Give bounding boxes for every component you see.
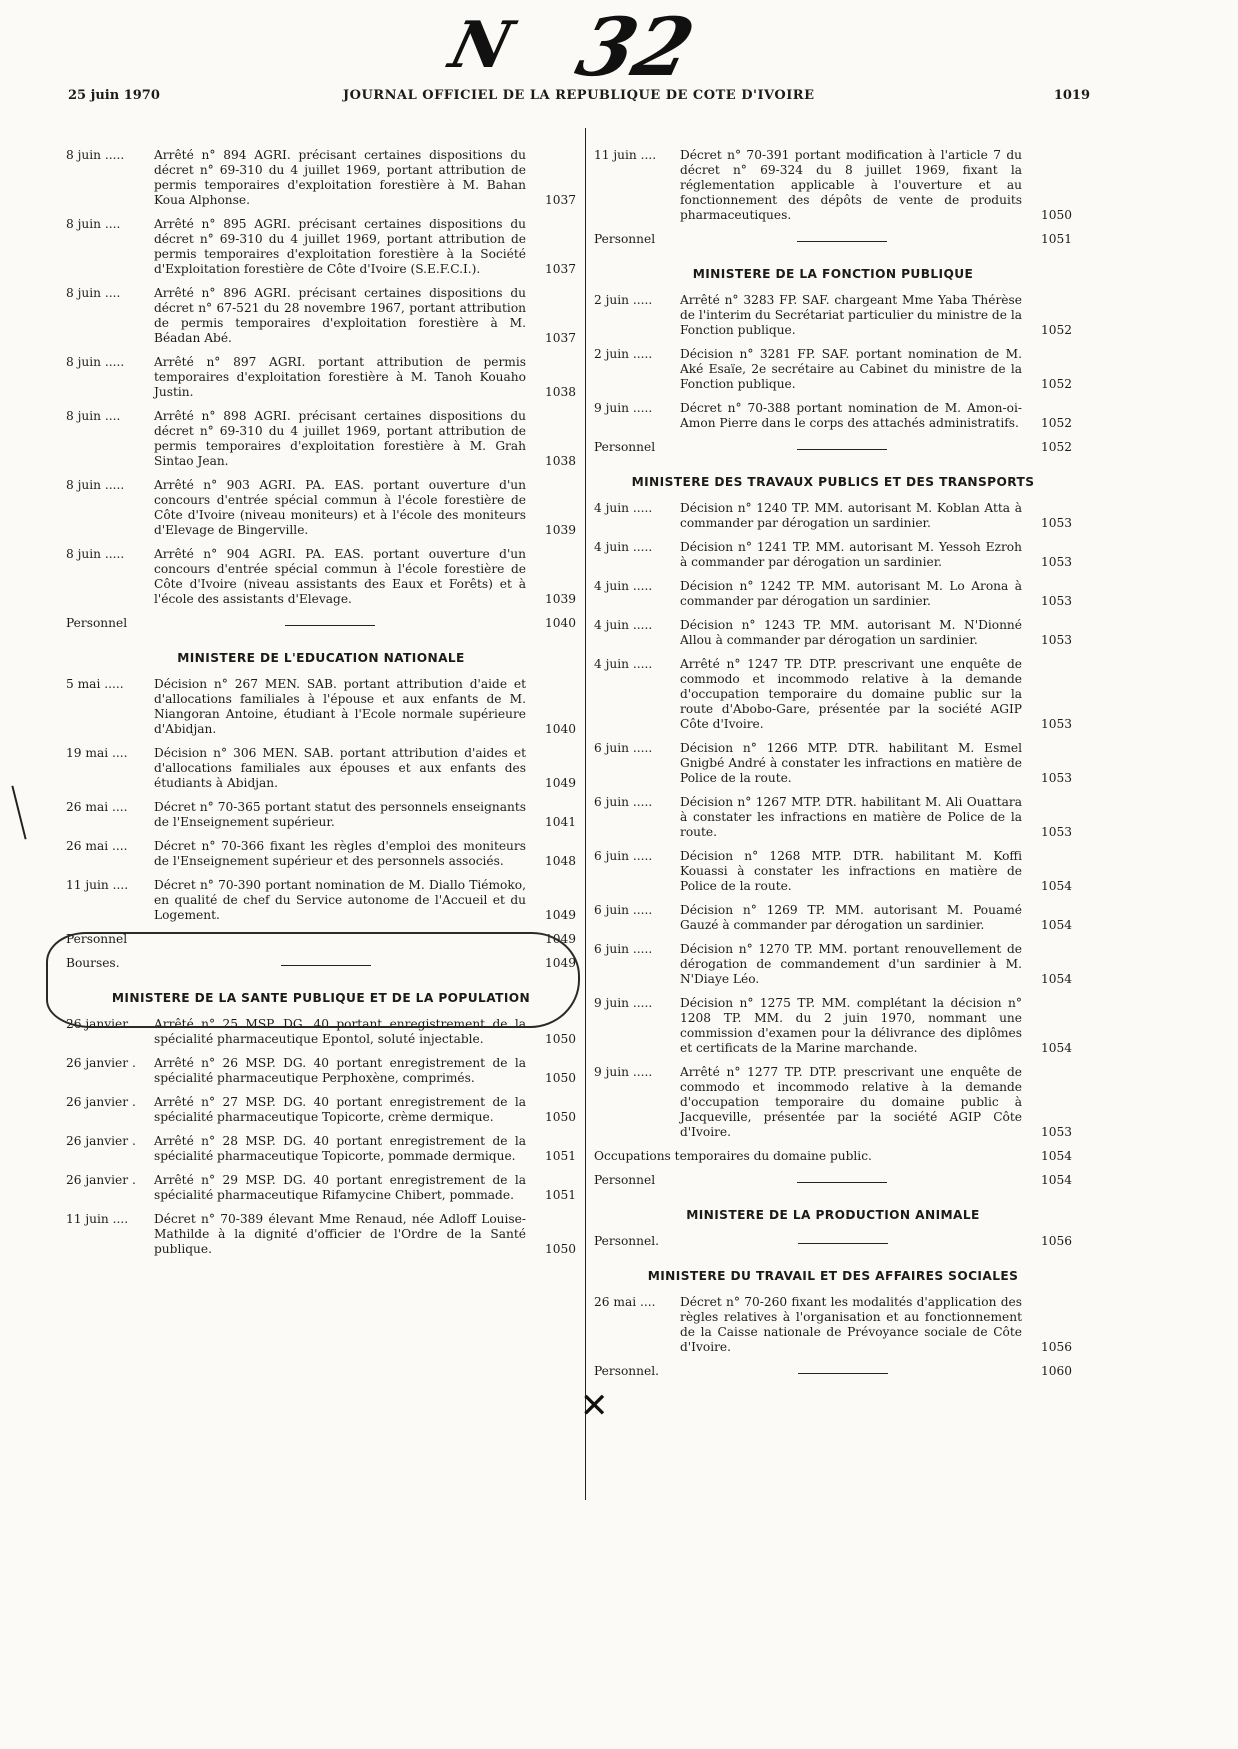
page-ref: 1049 [544, 932, 576, 946]
entry-date: 26 mai .... [66, 800, 128, 814]
index-entry [66, 286, 576, 346]
entry-text: Décision n° 1275 TP. MM. complétant la décision n° 1208 TP. MM. du 2 juin 1970, nommant une commission d'examen pour la délivrance des diplômes et certificats de la Marine marchande. [680, 996, 1022, 1055]
index-entry [594, 540, 1072, 570]
entry-page-ref: 1040 [544, 722, 576, 736]
section-rule [797, 1182, 887, 1183]
section-rule [797, 449, 887, 450]
index-entry [66, 148, 576, 208]
pen-cross-annotation: ✕ [580, 1386, 609, 1426]
handwritten-issue-number: 32 [568, 0, 704, 94]
index-entry [66, 1212, 576, 1257]
entry-list [66, 1017, 576, 1257]
entry-text: Arrêté n° 895 AGRI. précisant certaines dispositions du décret n° 69-310 du 4 juillet 1969, portant attribution de permis temporaires d'exploitation forestière à la Société d'Exploitation forestière de Côte d'Ivoire (S.E.F.C.I.). [154, 217, 526, 276]
entry-list [66, 148, 576, 607]
entry-text: Décret n° 70-390 portant nomination de M. Diallo Tiémoko, en qualité de chef du Service autonome de l'Accueil et du Logement. [154, 878, 526, 922]
entry-text: Décision n° 1240 TP. MM. autorisant M. Koblan Atta à commander par dérogation un sardinier. [680, 501, 1022, 530]
entry-page-ref: 1054 [1040, 879, 1072, 893]
entry-date: 6 juin ..... [594, 741, 653, 755]
section-rule [798, 1373, 888, 1374]
entry-text: Décision n° 1268 MTP. DTR. habilitant M. Koffi Kouassi à constater les infractions en matière de Police de la route. [680, 849, 1022, 893]
entry-page-ref: 1053 [1040, 717, 1072, 731]
entry-text: Décret n° 70-260 fixant les modalités d'application des règles relatives à l'organisation et au fonctionnement de la Caisse nationale de Prévoyance sociale de Côte d'Ivoire. [680, 1295, 1022, 1354]
entry-date: 4 juin ..... [594, 540, 653, 554]
page-ref: 1040 [544, 616, 576, 630]
page-ref: 1056 [1040, 1234, 1072, 1248]
entry-text: Décision n° 1241 TP. MM. autorisant M. Yessoh Ezroh à commander par dérogation un sardinier. [680, 540, 1022, 569]
page-ref: 1052 [1040, 440, 1072, 454]
entry-date: 4 juin ..... [594, 501, 653, 515]
left-column [66, 148, 576, 1266]
entry-text: Arrêté n° 27 MSP. DG. 40 portant enregistrement de la spécialité pharmaceutique Topicorte, crème dermique. [154, 1095, 526, 1124]
entry-page-ref: 1053 [1040, 594, 1072, 608]
entry-date: 19 mai .... [66, 746, 128, 760]
section-heading-travail: MINISTERE DU TRAVAIL ET DES AFFAIRES SOCIALES [647, 1269, 1019, 1283]
column-divider [585, 128, 586, 1500]
index-entry [594, 1065, 1072, 1140]
entry-text: Décret n° 70-391 portant modification à l'article 7 du décret n° 69-324 du 8 juillet 1969, fixant la réglementation applicable à l'ouverture et au fonctionnement des dépôts de vente de produits pharmaceutiques. [680, 148, 1022, 222]
entry-text: Arrêté n° 903 AGRI. PA. EAS. portant ouverture d'un concours d'entrée spécial commun à l'école forestière de Côte d'Ivoire (niveau moniteurs) et à l'école des moniteurs d'Elevage de Bingerville. [154, 478, 526, 537]
page-ref: 1060 [1040, 1364, 1072, 1378]
personnel-line [66, 616, 576, 631]
index-entry [594, 579, 1072, 609]
entry-date: 2 juin ..... [594, 293, 653, 307]
index-entry [594, 795, 1072, 840]
index-entry [594, 148, 1072, 223]
entry-page-ref: 1056 [1040, 1340, 1072, 1354]
entry-date: 8 juin .... [66, 286, 121, 300]
entry-date: 9 juin ..... [594, 401, 653, 415]
page-ref: 1054 [1040, 1149, 1072, 1163]
personnel-label: Personnel [66, 932, 128, 946]
personnel-label: Personnel. [594, 1364, 659, 1378]
entry-page-ref: 1037 [544, 262, 576, 276]
pen-circle-annotation [46, 932, 580, 1028]
pen-margin-stroke [11, 786, 26, 840]
index-entry [594, 618, 1072, 648]
index-entry [66, 547, 576, 607]
entry-page-ref: 1053 [1040, 633, 1072, 647]
entry-date: 4 juin ..... [594, 618, 653, 632]
index-entry [66, 1056, 576, 1086]
entry-text: Arrêté n° 1277 TP. DTP. prescrivant une enquête de commodo et incommodo relative à la demande d'occupation temporaire du domaine public à Jacqueville, présentée par la société AGIP Côte d'Ivoire. [680, 1065, 1022, 1139]
entry-date: 8 juin .... [66, 217, 121, 231]
occupations-label: Occupations temporaires du domaine public. [594, 1149, 872, 1163]
handwritten-n: N [442, 8, 520, 83]
entry-page-ref: 1050 [544, 1110, 576, 1124]
entry-date: 8 juin ..... [66, 478, 125, 492]
index-entry [66, 839, 576, 869]
entry-page-ref: 1053 [1040, 771, 1072, 785]
entry-page-ref: 1051 [544, 1149, 576, 1163]
entry-page-ref: 1053 [1040, 555, 1072, 569]
entry-text: Décision n° 1269 TP. MM. autorisant M. Pouamé Gauzé à commander par dérogation un sardinier. [680, 903, 1022, 932]
index-entry [66, 1173, 576, 1203]
bourses-label: Bourses. [66, 956, 120, 970]
entry-text: Décision n° 3281 FP. SAF. portant nomination de M. Aké Esaïe, 2e secrétaire au Cabinet du ministre de la Fonction publique. [680, 347, 1022, 391]
index-entry [66, 800, 576, 830]
header-date: 25 juin 1970 [68, 88, 160, 103]
entry-page-ref: 1049 [544, 776, 576, 790]
entry-text: Arrêté n° 25 MSP. DG. 40 portant enregistrement de la spécialité pharmaceutique Epontol, soluté injectable. [154, 1017, 526, 1046]
personnel-line [594, 1173, 1072, 1188]
personnel-line [594, 1234, 1072, 1249]
entry-list [594, 293, 1072, 431]
index-entry [594, 996, 1072, 1056]
entry-page-ref: 1049 [544, 908, 576, 922]
entry-text: Arrêté n° 28 MSP. DG. 40 portant enregistrement de la spécialité pharmaceutique Topicorte, pommade dermique. [154, 1134, 526, 1163]
personnel-label: Personnel [594, 232, 656, 246]
page-header [68, 88, 1090, 110]
entry-text: Arrêté n° 29 MSP. DG. 40 portant enregistrement de la spécialité pharmaceutique Rifamycine Chibert, pommade. [154, 1173, 526, 1202]
entry-date: 11 juin .... [66, 878, 129, 892]
entry-text: Arrêté n° 896 AGRI. précisant certaines dispositions du décret n° 67-521 du 28 novembre 1967, portant attribution de permis temporaires d'exploitation forestière à M. Béadan Abé. [154, 286, 526, 345]
entry-page-ref: 1037 [544, 331, 576, 345]
section-heading-production-animale: MINISTERE DE LA PRODUCTION ANIMALE [686, 1208, 980, 1222]
entry-page-ref: 1038 [544, 385, 576, 399]
right-column [594, 148, 1072, 1388]
entry-page-ref: 1054 [1040, 918, 1072, 932]
entry-text: Décision n° 267 MEN. SAB. portant attribution d'aide et d'allocations familiales à l'épouse et aux enfants de M. Niangoran Antoine, étudiant à l'Ecole normale supérieure d'Abidjan. [154, 677, 526, 736]
section-heading-education: MINISTERE DE L'EDUCATION NATIONALE [177, 651, 465, 665]
entry-text: Décision n° 1266 MTP. DTR. habilitant M. Esmel Gnigbé André à constater les infractions en matière de Police de la route. [680, 741, 1022, 785]
entry-page-ref: 1048 [544, 854, 576, 868]
personnel-label: Personnel [594, 1173, 656, 1187]
entry-date: 11 juin .... [66, 1212, 129, 1226]
entry-text: Arrêté n° 26 MSP. DG. 40 portant enregistrement de la spécialité pharmaceutique Perphoxène, comprimés. [154, 1056, 526, 1085]
entry-date: 11 juin .... [594, 148, 657, 162]
page-ref: 1049 [544, 956, 576, 970]
entry-text: Décision n° 1242 TP. MM. autorisant M. Lo Arona à commander par dérogation un sardinier. [680, 579, 1022, 608]
entry-text: Arrêté n° 3283 FP. SAF. chargeant Mme Yaba Thérèse de l'interim du Secrétariat particulier du ministre de la Fonction publique. [680, 293, 1022, 337]
personnel-line [594, 440, 1072, 455]
index-entry [594, 741, 1072, 786]
entry-date: 26 janvier . [66, 1017, 136, 1031]
entry-text: Arrêté n° 897 AGRI. portant attribution de permis temporaires d'exploitation forestière à M. Tanoh Kouaho Justin. [154, 355, 526, 399]
entry-text: Décision n° 1270 TP. MM. portant renouvellement de dérogation de commandement d'un sardinier à M. N'Diaye Léo. [680, 942, 1022, 986]
entry-date: 6 juin ..... [594, 903, 653, 917]
section-heading-travaux-publics: MINISTERE DES TRAVAUX PUBLICS ET DES TRANSPORTS [631, 475, 1035, 489]
entry-text: Décision n° 1243 TP. MM. autorisant M. N'Dionné Allou à commander par dérogation un sardinier. [680, 618, 1022, 647]
entry-date: 6 juin ..... [594, 942, 653, 956]
entry-page-ref: 1038 [544, 454, 576, 468]
personnel-label: Personnel [66, 616, 128, 630]
entry-text: Arrêté n° 904 AGRI. PA. EAS. portant ouverture d'un concours d'entrée spécial commun à l'école forestière de Côte d'Ivoire (niveau assistants des Eaux et Forêts) et à l'école des assistants d'Elevage. [154, 547, 526, 606]
header-title: JOURNAL OFFICIEL DE LA REPUBLIQUE DE COTE D'IVOIRE [343, 88, 815, 103]
index-entry [66, 1095, 576, 1125]
entry-text: Arrêté n° 898 AGRI. précisant certaines dispositions du décret n° 69-310 du 4 juillet 1969, portant attribution de permis temporaires d'exploitation forestière à M. Grah Sintao Jean. [154, 409, 526, 468]
index-entry [594, 293, 1072, 338]
entry-date: 6 juin ..... [594, 795, 653, 809]
entry-page-ref: 1039 [544, 523, 576, 537]
entry-date: 8 juin ..... [66, 547, 125, 561]
index-entry [66, 746, 576, 791]
entry-date: 2 juin ..... [594, 347, 653, 361]
index-entry [594, 849, 1072, 894]
entry-page-ref: 1051 [544, 1188, 576, 1202]
personnel-line [594, 232, 1072, 247]
entry-text: Arrêté n° 894 AGRI. précisant certaines dispositions du décret n° 69-310 du 4 juillet 1969, portant attribution de permis temporaires d'exploitation forestière à M. Bahan Koua Alphonse. [154, 148, 526, 207]
entry-page-ref: 1050 [544, 1071, 576, 1085]
entry-page-ref: 1054 [1040, 1041, 1072, 1055]
entry-text: Décision n° 1267 MTP. DTR. habilitant M. Ali Ouattara à constater les infractions en matière de Police de la route. [680, 795, 1022, 839]
section-rule [798, 1243, 888, 1244]
index-entry [66, 409, 576, 469]
index-entry [66, 878, 576, 923]
index-entry [66, 677, 576, 737]
entry-date: 26 janvier . [66, 1095, 136, 1109]
index-entry [594, 942, 1072, 987]
entry-text: Décret n° 70-366 fixant les règles d'emploi des moniteurs de l'Enseignement supérieur et des personnels associés. [154, 839, 526, 868]
entry-list [594, 148, 1072, 223]
entry-page-ref: 1041 [544, 815, 576, 829]
section-rule [285, 625, 375, 626]
index-entry [594, 657, 1072, 732]
entry-date: 26 mai .... [66, 839, 128, 853]
index-entry [66, 217, 576, 277]
entry-page-ref: 1052 [1040, 377, 1072, 391]
entry-date: 26 mai .... [594, 1295, 656, 1309]
entry-date: 26 janvier . [66, 1056, 136, 1070]
entry-date: 26 janvier . [66, 1134, 136, 1148]
index-entry [66, 1134, 576, 1164]
entry-page-ref: 1054 [1040, 972, 1072, 986]
index-entry [594, 1295, 1072, 1355]
entry-page-ref: 1053 [1040, 1125, 1072, 1139]
entry-date: 8 juin ..... [66, 148, 125, 162]
section-heading-sante: MINISTERE DE LA SANTE PUBLIQUE ET DE LA POPULATION [111, 991, 531, 1005]
entry-date: 9 juin ..... [594, 996, 653, 1010]
entry-page-ref: 1050 [1040, 208, 1072, 222]
entry-list [594, 501, 1072, 1140]
section-heading-fonction-publique: MINISTERE DE LA FONCTION PUBLIQUE [692, 267, 974, 281]
entry-date: 8 juin .... [66, 409, 121, 423]
entry-page-ref: 1039 [544, 592, 576, 606]
index-entry [66, 478, 576, 538]
entry-text: Décret n° 70-388 portant nomination de M. Amon-oi-Amon Pierre dans le corps des attachés administratifs. [680, 401, 1022, 430]
entry-date: 4 juin ..... [594, 579, 653, 593]
personnel-label: Personnel. [594, 1234, 659, 1248]
index-entry [594, 401, 1072, 431]
personnel-label: Personnel [594, 440, 656, 454]
entry-date: 26 janvier . [66, 1173, 136, 1187]
index-entry [594, 347, 1072, 392]
entry-list [594, 1295, 1072, 1355]
entry-page-ref: 1050 [544, 1242, 576, 1256]
entry-page-ref: 1052 [1040, 323, 1072, 337]
index-entry [66, 355, 576, 400]
index-entry [594, 501, 1072, 531]
entry-page-ref: 1053 [1040, 825, 1072, 839]
entry-date: 5 mai ..... [66, 677, 124, 691]
entry-list [66, 677, 576, 923]
entry-text: Décret n° 70-389 élevant Mme Renaud, née Adloff Louise-Mathilde à la dignité d'officier de l'Ordre de la Santé publique. [154, 1212, 526, 1256]
entry-page-ref: 1052 [1040, 416, 1072, 430]
occupations-line [594, 1149, 1072, 1164]
entry-page-ref: 1050 [544, 1032, 576, 1046]
entry-text: Arrêté n° 1247 TP. DTP. prescrivant une enquête de commodo et incommodo relative à la demande d'occupation temporaire du domaine public sur la route d'Abobo-Gare, présentée par la société AGIP Côte d'Ivoire. [680, 657, 1022, 731]
entry-date: 6 juin ..... [594, 849, 653, 863]
index-entry [594, 903, 1072, 933]
entry-text: Décision n° 306 MEN. SAB. portant attribution d'aides et d'allocations familiales aux épouses et aux enfants des étudiants à Abidjan. [154, 746, 526, 790]
entry-text: Décret n° 70-365 portant statut des personnels enseignants de l'Enseignement supérieur. [154, 800, 526, 829]
entry-date: 9 juin ..... [594, 1065, 653, 1079]
page-ref: 1051 [1040, 232, 1072, 246]
personnel-line [594, 1364, 1072, 1379]
entry-page-ref: 1053 [1040, 516, 1072, 530]
entry-date: 8 juin ..... [66, 355, 125, 369]
entry-date: 4 juin ..... [594, 657, 653, 671]
section-rule [797, 241, 887, 242]
page-ref: 1054 [1040, 1173, 1072, 1187]
header-page-number: 1019 [1053, 88, 1090, 103]
entry-page-ref: 1037 [544, 193, 576, 207]
